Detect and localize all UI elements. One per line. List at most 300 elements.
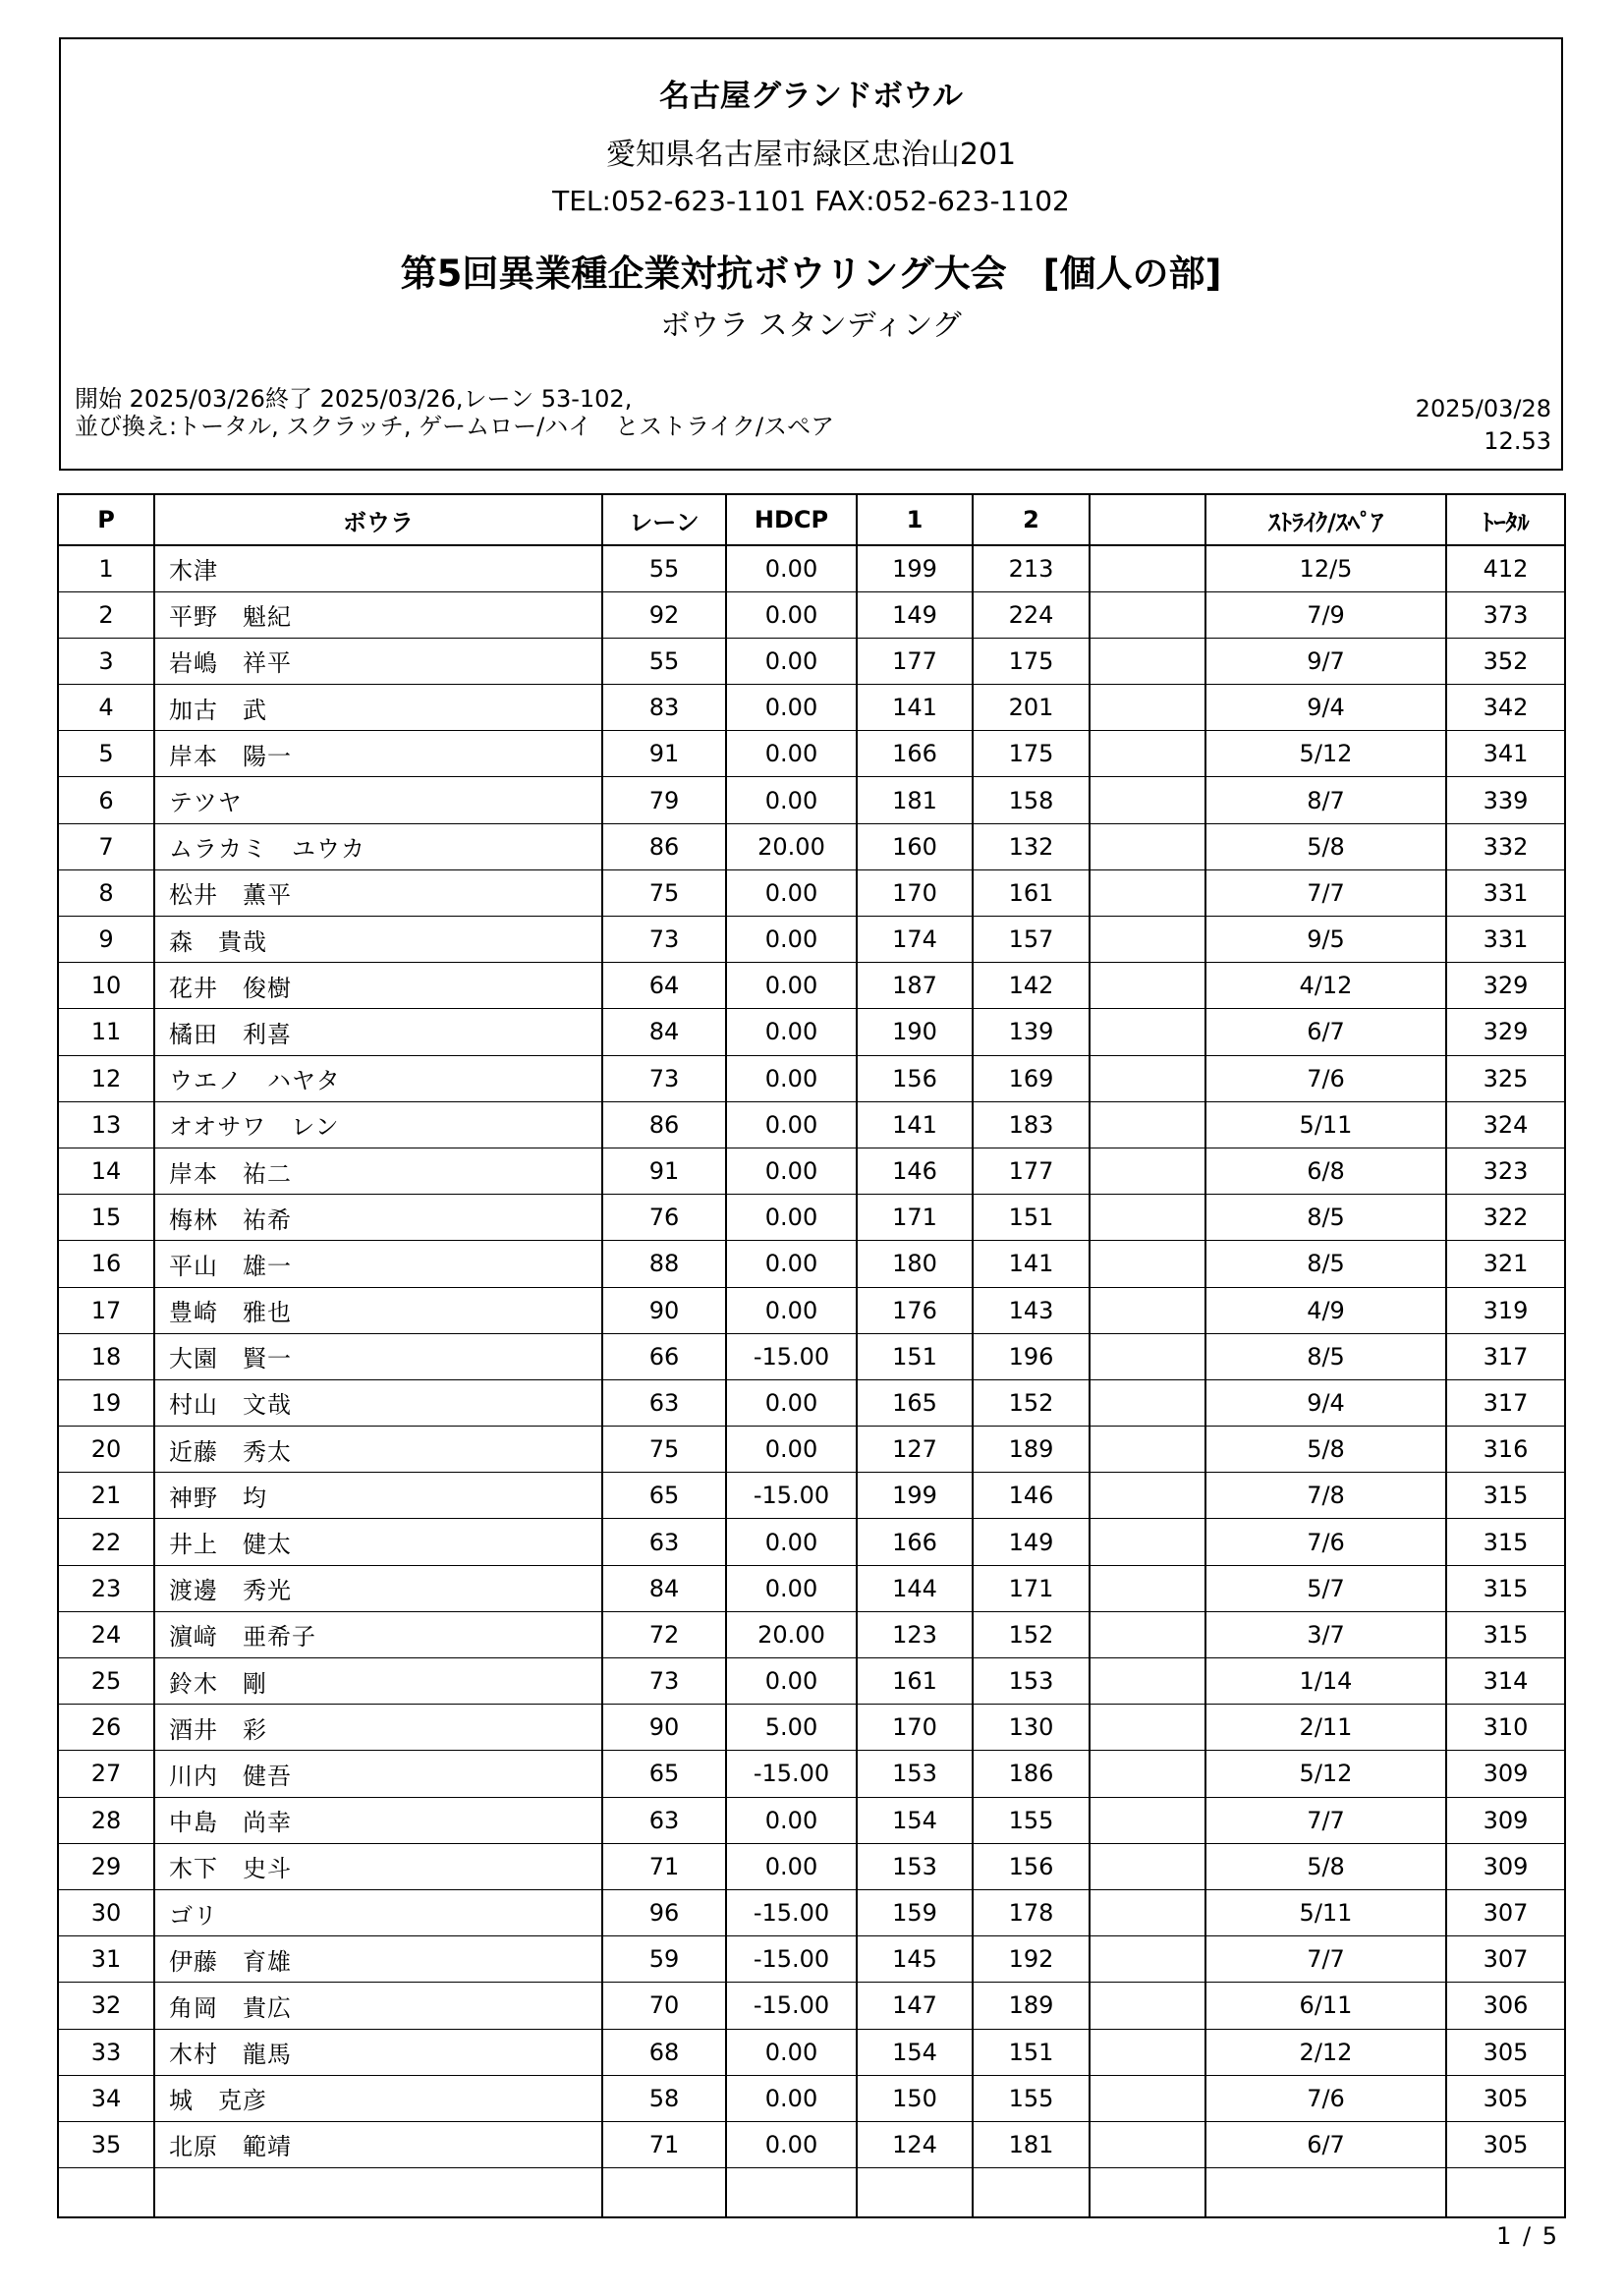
table-row — [58, 2121, 1565, 2167]
lane-cell: 63 — [602, 1519, 726, 1565]
bowler-name-cell: 神野 均 — [154, 1473, 602, 1519]
hdcp-cell: 0.00 — [726, 545, 857, 591]
strike-spare-cell: 7/6 — [1205, 2075, 1446, 2121]
position-cell: 5 — [58, 731, 154, 777]
game-1-cell: 177 — [857, 638, 973, 684]
blank-cell — [1090, 1055, 1205, 1101]
game-1-cell: 154 — [857, 1797, 973, 1843]
total-cell: 325 — [1446, 1055, 1565, 1101]
blank-cell — [1090, 1843, 1205, 1889]
standings-rows — [58, 545, 1565, 2217]
total-cell: 342 — [1446, 685, 1565, 731]
bowler-name-cell: ゴリ — [154, 1889, 602, 1935]
position-cell: 23 — [58, 1565, 154, 1611]
game-2-cell: 152 — [973, 1611, 1090, 1657]
strike-spare-cell: 5/11 — [1205, 1889, 1446, 1935]
lane-cell: 96 — [602, 1889, 726, 1935]
blank-cell — [1090, 1287, 1205, 1333]
strike-spare-cell: 7/7 — [1205, 869, 1446, 916]
strike-spare-cell: 2/12 — [1205, 2029, 1446, 2075]
blank-cell — [1090, 1427, 1205, 1473]
game-2-cell: 142 — [973, 963, 1090, 1009]
total-cell: 305 — [1446, 2121, 1565, 2167]
game-2-cell: 175 — [973, 638, 1090, 684]
hdcp-cell: 0.00 — [726, 1379, 857, 1426]
position-cell: 26 — [58, 1705, 154, 1751]
table-row — [58, 1195, 1565, 1241]
lane-cell: 73 — [602, 1658, 726, 1705]
position-cell: 22 — [58, 1519, 154, 1565]
lane-cell: 68 — [602, 2029, 726, 2075]
page-number: 1 / 5 — [1496, 2222, 1559, 2250]
lane-cell: 65 — [602, 1751, 726, 1797]
strike-spare-cell: 7/7 — [1205, 1797, 1446, 1843]
table-row — [58, 638, 1565, 684]
game-1-cell: 199 — [857, 545, 973, 591]
table-row — [58, 869, 1565, 916]
hdcp-cell: 0.00 — [726, 2121, 857, 2167]
position-cell: 20 — [58, 1427, 154, 1473]
bowler-name-cell: 森 貴哉 — [154, 917, 602, 963]
game-2-cell: 158 — [973, 777, 1090, 823]
total-cell: 307 — [1446, 1936, 1565, 1983]
venue-contact: TEL:052-623-1101 FAX:052-623-1102 — [552, 185, 1070, 217]
strike-spare-cell: 9/7 — [1205, 638, 1446, 684]
position-cell: 28 — [58, 1797, 154, 1843]
game-2-cell: 213 — [973, 545, 1090, 591]
game-1-cell: 127 — [857, 1427, 973, 1473]
lane-cell: 70 — [602, 1983, 726, 2029]
position-cell: 32 — [58, 1983, 154, 2029]
bowler-name-cell: 村山 文哉 — [154, 1379, 602, 1426]
position-cell: 3 — [58, 638, 154, 684]
game-2-cell: 146 — [973, 1473, 1090, 1519]
strike-spare-cell: 8/7 — [1205, 777, 1446, 823]
game-2-cell: 143 — [973, 1287, 1090, 1333]
table-row — [58, 2075, 1565, 2121]
blank-cell — [1090, 2029, 1205, 2075]
hdcp-cell: 0.00 — [726, 777, 857, 823]
blank-cell — [1090, 1983, 1205, 2029]
bowler-name-cell: 近藤 秀太 — [154, 1427, 602, 1473]
table-row — [58, 1565, 1565, 1611]
hdcp-cell: 0.00 — [726, 1658, 857, 1705]
bowler-name-cell: 松井 薫平 — [154, 869, 602, 916]
table-row — [58, 1101, 1565, 1148]
strike-spare-cell: 8/5 — [1205, 1241, 1446, 1287]
position-cell: 16 — [58, 1241, 154, 1287]
bowler-name-cell: 岸本 祐二 — [154, 1148, 602, 1194]
blank-cell — [1090, 1565, 1205, 1611]
bowler-name-cell: 川内 健吾 — [154, 1751, 602, 1797]
bowler-name-cell: 岸本 陽一 — [154, 731, 602, 777]
venue-name: 名古屋グランドボウル — [658, 79, 964, 114]
bowler-name-cell: ウエノ ハヤタ — [154, 1055, 602, 1101]
total-cell: 314 — [1446, 1658, 1565, 1705]
lane-cell: 90 — [602, 1287, 726, 1333]
game-1-cell: 176 — [857, 1287, 973, 1333]
total-cell: 309 — [1446, 1843, 1565, 1889]
column-header-lane: レーン — [602, 494, 726, 545]
blank-cell — [1090, 638, 1205, 684]
position-cell: 15 — [58, 1195, 154, 1241]
position-cell: 19 — [58, 1379, 154, 1426]
lane-cell: 75 — [602, 1427, 726, 1473]
position-cell: 13 — [58, 1101, 154, 1148]
bowler-name-cell: 渡邊 秀光 — [154, 1565, 602, 1611]
game-1-cell: 180 — [857, 1241, 973, 1287]
strike-spare-cell: 9/4 — [1205, 1379, 1446, 1426]
table-row — [58, 1379, 1565, 1426]
game-1-cell: 154 — [857, 2029, 973, 2075]
hdcp-cell: -15.00 — [726, 1333, 857, 1379]
strike-spare-cell: 6/11 — [1205, 1983, 1446, 2029]
hdcp-cell: 20.00 — [726, 823, 857, 869]
blank-cell — [1090, 1379, 1205, 1426]
position-cell: 1 — [58, 545, 154, 591]
total-cell: 324 — [1446, 1101, 1565, 1148]
strike-spare-cell: 4/9 — [1205, 1287, 1446, 1333]
lane-cell: 58 — [602, 2075, 726, 2121]
game-1-cell: 187 — [857, 963, 973, 1009]
lane-cell: 86 — [602, 823, 726, 869]
game-1-cell: 199 — [857, 1473, 973, 1519]
total-cell: 317 — [1446, 1333, 1565, 1379]
table-row — [58, 1287, 1565, 1333]
game-1-cell: 151 — [857, 1333, 973, 1379]
position-cell: 27 — [58, 1751, 154, 1797]
table-row — [58, 1611, 1565, 1657]
lane-cell: 64 — [602, 963, 726, 1009]
bowler-name-cell: 梅林 祐希 — [154, 1195, 602, 1241]
strike-spare-cell: 5/7 — [1205, 1565, 1446, 1611]
total-cell: 322 — [1446, 1195, 1565, 1241]
game-2-cell: 175 — [973, 731, 1090, 777]
blank-cell — [1090, 777, 1205, 823]
strike-spare-cell: 4/12 — [1205, 963, 1446, 1009]
game-2-cell: 151 — [973, 2029, 1090, 2075]
bowler-name-cell: 北原 範靖 — [154, 2121, 602, 2167]
hdcp-cell: 0.00 — [726, 1427, 857, 1473]
table-row — [58, 1797, 1565, 1843]
lane-cell: 75 — [602, 869, 726, 916]
hdcp-cell: 0.00 — [726, 1148, 857, 1194]
total-cell: 321 — [1446, 1241, 1565, 1287]
blank-cell — [1090, 1751, 1205, 1797]
total-cell: 341 — [1446, 731, 1565, 777]
table-row — [58, 1889, 1565, 1935]
game-1-cell: 149 — [857, 591, 973, 638]
strike-spare-cell: 8/5 — [1205, 1333, 1446, 1379]
game-1-cell: 166 — [857, 1519, 973, 1565]
lane-cell: 92 — [602, 591, 726, 638]
blank-cell — [1090, 591, 1205, 638]
empty-cell — [1446, 2168, 1565, 2217]
blank-cell — [1090, 1241, 1205, 1287]
strike-spare-cell: 5/8 — [1205, 823, 1446, 869]
bowler-name-cell: テツヤ — [154, 777, 602, 823]
blank-cell — [1090, 823, 1205, 869]
print-timestamp — [1416, 393, 1551, 458]
game-1-cell: 170 — [857, 1705, 973, 1751]
total-cell: 412 — [1446, 545, 1565, 591]
report-title: ボウラ スタンディング — [660, 308, 962, 343]
hdcp-cell: 20.00 — [726, 1611, 857, 1657]
blank-cell — [1090, 1333, 1205, 1379]
hdcp-cell: 0.00 — [726, 917, 857, 963]
table-row — [58, 1148, 1565, 1194]
strike-spare-cell: 5/12 — [1205, 1751, 1446, 1797]
bowler-name-cell: 木村 龍馬 — [154, 2029, 602, 2075]
total-cell: 310 — [1446, 1705, 1565, 1751]
strike-spare-cell: 7/6 — [1205, 1055, 1446, 1101]
meta-sort-order: 並び換え:トータル, スクラッチ, ゲームロー/ハイ とストライク/スペア — [75, 413, 835, 440]
game-2-cell: 130 — [973, 1705, 1090, 1751]
position-cell: 12 — [58, 1055, 154, 1101]
total-cell: 329 — [1446, 1009, 1565, 1055]
total-cell: 317 — [1446, 1379, 1565, 1426]
game-2-cell: 155 — [973, 1797, 1090, 1843]
blank-cell — [1090, 2075, 1205, 2121]
game-2-cell: 189 — [973, 1983, 1090, 2029]
total-cell: 315 — [1446, 1611, 1565, 1657]
hdcp-cell: 0.00 — [726, 1101, 857, 1148]
position-cell: 29 — [58, 1843, 154, 1889]
table-row — [58, 1519, 1565, 1565]
bowler-name-cell: 木津 — [154, 545, 602, 591]
game-2-cell: 157 — [973, 917, 1090, 963]
game-2-cell: 152 — [973, 1379, 1090, 1426]
hdcp-cell: 0.00 — [726, 591, 857, 638]
position-cell: 34 — [58, 2075, 154, 2121]
position-cell: 25 — [58, 1658, 154, 1705]
hdcp-cell: 0.00 — [726, 685, 857, 731]
lane-cell: 84 — [602, 1565, 726, 1611]
position-cell: 17 — [58, 1287, 154, 1333]
standings-table — [57, 493, 1566, 2218]
hdcp-cell: 0.00 — [726, 638, 857, 684]
game-1-cell: 181 — [857, 777, 973, 823]
lane-cell: 91 — [602, 1148, 726, 1194]
game-1-cell: 174 — [857, 917, 973, 963]
blank-cell — [1090, 1705, 1205, 1751]
game-1-cell: 170 — [857, 869, 973, 916]
position-cell: 33 — [58, 2029, 154, 2075]
game-1-cell: 145 — [857, 1936, 973, 1983]
total-cell: 315 — [1446, 1519, 1565, 1565]
table-row — [58, 685, 1565, 731]
lane-cell: 71 — [602, 2121, 726, 2167]
event-title: 第5回異業種企業対抗ボウリング大会 [個人の部] — [400, 252, 1222, 295]
table-header-row — [58, 494, 1565, 545]
game-1-cell: 141 — [857, 685, 973, 731]
position-cell: 7 — [58, 823, 154, 869]
game-1-cell: 147 — [857, 1983, 973, 2029]
game-1-cell: 124 — [857, 2121, 973, 2167]
meta-period-lanes: 開始 2025/03/26終了 2025/03/26,レーン 53-102, — [75, 385, 633, 413]
game-2-cell: 155 — [973, 2075, 1090, 2121]
strike-spare-cell: 7/6 — [1205, 1519, 1446, 1565]
hdcp-cell: -15.00 — [726, 1936, 857, 1983]
bowler-name-cell: 城 克彦 — [154, 2075, 602, 2121]
blank-cell — [1090, 685, 1205, 731]
bowler-name-cell: 橘田 利喜 — [154, 1009, 602, 1055]
bowler-name-cell: 井上 健太 — [154, 1519, 602, 1565]
game-2-cell: 161 — [973, 869, 1090, 916]
lane-cell: 91 — [602, 731, 726, 777]
lane-cell: 63 — [602, 1379, 726, 1426]
table-row — [58, 1333, 1565, 1379]
position-cell: 2 — [58, 591, 154, 638]
table-filler-row — [58, 2168, 1565, 2217]
game-2-cell: 196 — [973, 1333, 1090, 1379]
game-1-cell: 153 — [857, 1751, 973, 1797]
print-date: 2025/03/28 — [1415, 395, 1551, 422]
lane-cell: 84 — [602, 1009, 726, 1055]
position-cell: 18 — [58, 1333, 154, 1379]
lane-cell: 55 — [602, 545, 726, 591]
position-cell: 31 — [58, 1936, 154, 1983]
column-header-strike-spare: ｽﾄﾗｲｸ/ｽﾍﾟｱ — [1205, 494, 1446, 545]
position-cell: 30 — [58, 1889, 154, 1935]
game-2-cell: 139 — [973, 1009, 1090, 1055]
table-row — [58, 1751, 1565, 1797]
blank-cell — [1090, 545, 1205, 591]
table-row — [58, 1473, 1565, 1519]
game-2-cell: 141 — [973, 1241, 1090, 1287]
position-cell: 21 — [58, 1473, 154, 1519]
blank-cell — [1090, 2121, 1205, 2167]
total-cell: 305 — [1446, 2029, 1565, 2075]
lane-cell: 90 — [602, 1705, 726, 1751]
column-header-hdcp: HDCP — [726, 494, 857, 545]
hdcp-cell: 0.00 — [726, 1565, 857, 1611]
total-cell: 339 — [1446, 777, 1565, 823]
blank-cell — [1090, 1658, 1205, 1705]
lane-cell: 63 — [602, 1797, 726, 1843]
table-row — [58, 545, 1565, 591]
bowler-name-cell: 鈴木 剛 — [154, 1658, 602, 1705]
total-cell: 309 — [1446, 1751, 1565, 1797]
hdcp-cell: -15.00 — [726, 1751, 857, 1797]
strike-spare-cell: 2/11 — [1205, 1705, 1446, 1751]
game-2-cell: 156 — [973, 1843, 1090, 1889]
total-cell: 315 — [1446, 1473, 1565, 1519]
table-row — [58, 2029, 1565, 2075]
report-meta — [75, 385, 834, 440]
bowler-name-cell: 角岡 貴広 — [154, 1983, 602, 2029]
empty-cell — [602, 2168, 726, 2217]
hdcp-cell: 0.00 — [726, 1519, 857, 1565]
hdcp-cell: -15.00 — [726, 1473, 857, 1519]
total-cell: 323 — [1446, 1148, 1565, 1194]
game-2-cell: 192 — [973, 1936, 1090, 1983]
strike-spare-cell: 5/12 — [1205, 731, 1446, 777]
game-2-cell: 178 — [973, 1889, 1090, 1935]
bowler-name-cell: 酒井 彩 — [154, 1705, 602, 1751]
game-2-cell: 169 — [973, 1055, 1090, 1101]
empty-cell — [726, 2168, 857, 2217]
bowler-name-cell: 平山 雄一 — [154, 1241, 602, 1287]
hdcp-cell: 0.00 — [726, 731, 857, 777]
game-1-cell: 153 — [857, 1843, 973, 1889]
lane-cell: 72 — [602, 1611, 726, 1657]
lane-cell: 71 — [602, 1843, 726, 1889]
bowler-name-cell: 中島 尚幸 — [154, 1797, 602, 1843]
table-row — [58, 1658, 1565, 1705]
total-cell: 331 — [1446, 917, 1565, 963]
strike-spare-cell: 5/8 — [1205, 1843, 1446, 1889]
game-1-cell: 166 — [857, 731, 973, 777]
hdcp-cell: 0.00 — [726, 869, 857, 916]
hdcp-cell: 0.00 — [726, 1009, 857, 1055]
blank-cell — [1090, 917, 1205, 963]
blank-cell — [1090, 1195, 1205, 1241]
game-2-cell: 186 — [973, 1751, 1090, 1797]
strike-spare-cell: 9/4 — [1205, 685, 1446, 731]
game-1-cell: 123 — [857, 1611, 973, 1657]
strike-spare-cell: 6/7 — [1205, 2121, 1446, 2167]
bowler-name-cell: オオサワ レン — [154, 1101, 602, 1148]
report-header — [59, 37, 1563, 471]
game-1-cell: 144 — [857, 1565, 973, 1611]
column-header-blank — [1090, 494, 1205, 545]
hdcp-cell: 5.00 — [726, 1705, 857, 1751]
strike-spare-cell: 7/7 — [1205, 1936, 1446, 1983]
game-2-cell: 132 — [973, 823, 1090, 869]
game-2-cell: 181 — [973, 2121, 1090, 2167]
hdcp-cell: 0.00 — [726, 963, 857, 1009]
table-row — [58, 1427, 1565, 1473]
blank-cell — [1090, 963, 1205, 1009]
empty-cell — [58, 2168, 154, 2217]
position-cell: 8 — [58, 869, 154, 916]
hdcp-cell: 0.00 — [726, 1287, 857, 1333]
game-2-cell: 201 — [973, 685, 1090, 731]
position-cell: 10 — [58, 963, 154, 1009]
strike-spare-cell: 5/11 — [1205, 1101, 1446, 1148]
column-header-total: ﾄｰﾀﾙ — [1446, 494, 1565, 545]
table-row — [58, 963, 1565, 1009]
bowler-name-cell: 岩嶋 祥平 — [154, 638, 602, 684]
hdcp-cell: 0.00 — [726, 1055, 857, 1101]
table-row — [58, 591, 1565, 638]
strike-spare-cell: 1/14 — [1205, 1658, 1446, 1705]
blank-cell — [1090, 1473, 1205, 1519]
lane-cell: 76 — [602, 1195, 726, 1241]
strike-spare-cell: 9/5 — [1205, 917, 1446, 963]
total-cell: 332 — [1446, 823, 1565, 869]
total-cell: 373 — [1446, 591, 1565, 638]
lane-cell: 73 — [602, 917, 726, 963]
total-cell: 319 — [1446, 1287, 1565, 1333]
game-1-cell: 146 — [857, 1148, 973, 1194]
empty-cell — [973, 2168, 1090, 2217]
position-cell: 4 — [58, 685, 154, 731]
lane-cell: 55 — [602, 638, 726, 684]
game-1-cell: 150 — [857, 2075, 973, 2121]
strike-spare-cell: 3/7 — [1205, 1611, 1446, 1657]
table-row — [58, 1843, 1565, 1889]
position-cell: 11 — [58, 1009, 154, 1055]
lane-cell: 65 — [602, 1473, 726, 1519]
table-row — [58, 1009, 1565, 1055]
bowler-name-cell: 濵﨑 亜希子 — [154, 1611, 602, 1657]
total-cell: 329 — [1446, 963, 1565, 1009]
bowler-name-cell: 大園 賢一 — [154, 1333, 602, 1379]
lane-cell: 83 — [602, 685, 726, 731]
column-header-position: P — [58, 494, 154, 545]
